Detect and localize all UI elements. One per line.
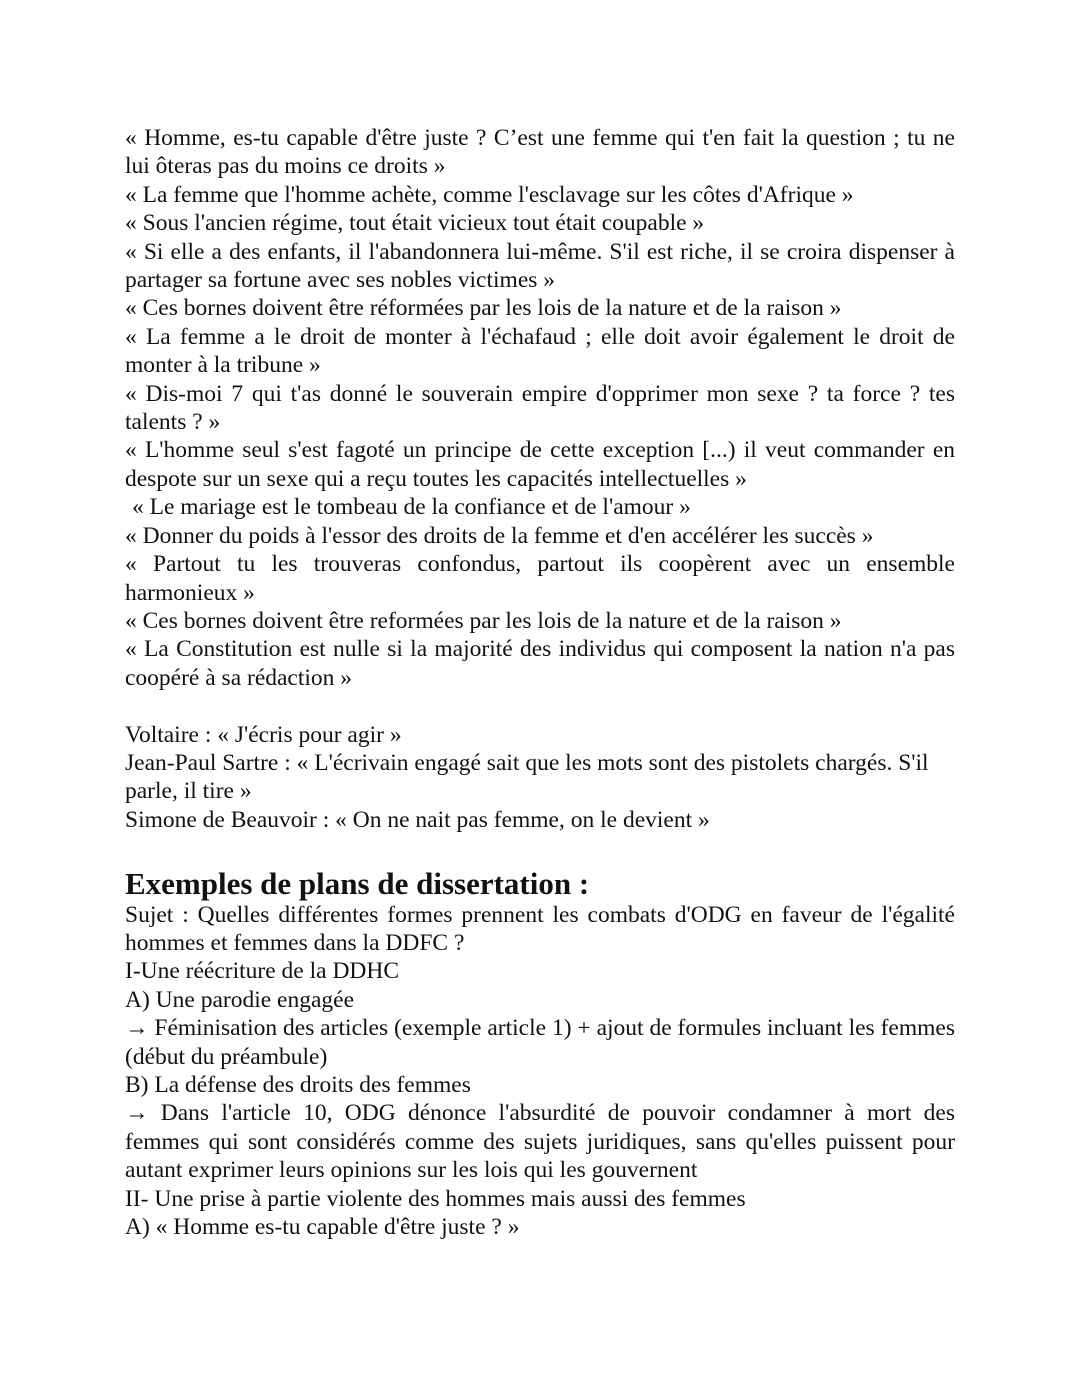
plan-line: → Féminisation des articles (exemple article 1) + ajout de formules incluant les femmes (début du préambule)	[125, 1015, 955, 1070]
plan-line: B) La défense des droits des femmes	[125, 1071, 471, 1098]
quote-line: « La Constitution est nulle si la majorité des individus qui composent la nation n'a pas coopéré à sa rédaction »	[125, 636, 955, 691]
document-page	[125, 124, 955, 1241]
quote-line: « L'homme seul s'est fagoté un principe de cette exception [...) il veut commander en despote sur un sexe qui a reçu toutes les capacités intellectuelles »	[125, 437, 955, 492]
spacer	[125, 692, 955, 720]
author-quote: Voltaire : « J'écris pour agir »	[125, 721, 402, 748]
quote-line: « La femme a le droit de monter à l'échafaud ; elle doit avoir également le droit de monter à la tribune »	[125, 323, 955, 379]
plans-section	[125, 867, 955, 1242]
quote-line: « Dis-moi 7 qui t'as donné le souverain empire d'opprimer mon sexe ? ta force ? tes talents ? »	[125, 380, 955, 436]
quote-line: « Ces bornes doivent être réformées par les lois de la nature et de la raison »	[125, 295, 842, 322]
plan-line: A) « Homme es-tu capable d'être juste ? »	[125, 1214, 520, 1240]
quotes-section	[125, 124, 955, 692]
quote-line: « Homme, es-tu capable d'être juste ? C’est une femme qui t'en fait la question ; tu ne lui ôteras pas du moins ce droits »	[125, 125, 955, 180]
plan-line: A) Une parodie engagée	[125, 986, 355, 1013]
plan-line: → Dans l'article 10, ODG dénonce l'absurdité de pouvoir condamner à mort des femmes qui sont considérés comme des sujets juridiques, sans qu'elles puissent pour autant exprimer leurs opinions sur les lois qui les gouvernent	[125, 1100, 955, 1184]
quote-line: « Sous l'ancien régime, tout était vicieux tout était coupable »	[125, 210, 705, 237]
quote-line: « Partout tu les trouveras confondus, partout ils coopèrent avec un ensemble harmonieux »	[125, 551, 955, 606]
author-quote: Jean-Paul Sartre : « L'écrivain engagé sait que les mots sont des pistolets chargés. S'il parle, il tire »	[125, 749, 929, 805]
spacer	[125, 834, 955, 862]
section-heading: Exemples de plans de dissertation :	[125, 865, 590, 901]
quote-line: « Donner du poids à l'essor des droits de la femme et d'en accélérer les succès »	[125, 522, 874, 549]
authors-section	[125, 721, 955, 835]
plan-line: II- Une prise à partie violente des hommes mais aussi des femmes	[125, 1185, 746, 1212]
plan-line: I-Une réécriture de la DDHC	[125, 958, 400, 985]
quote-line: « Le mariage est le tombeau de la confiance et de l'amour »	[132, 494, 691, 521]
quote-line: « La femme que l'homme achète, comme l'esclavage sur les côtes d'Afrique »	[125, 181, 854, 208]
plan-line: Sujet : Quelles différentes formes prennent les combats d'ODG en faveur de l'égalité hommes et femmes dans la DDFC ?	[125, 901, 955, 956]
author-quote: Simone de Beauvoir : « On ne nait pas femme, on le devient »	[125, 806, 710, 833]
quote-line: « Ces bornes doivent être reformées par les lois de la nature et de la raison »	[125, 607, 842, 634]
quote-line: « Si elle a des enfants, il l'abandonnera lui-même. S'il est riche, il se croira dispenser à partager sa fortune avec ses nobles victimes »	[125, 238, 955, 294]
